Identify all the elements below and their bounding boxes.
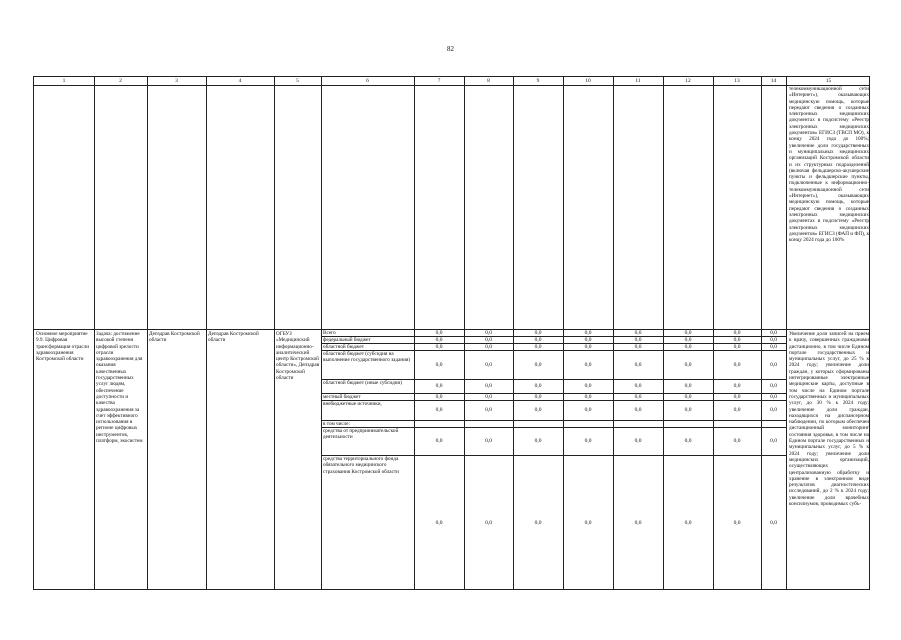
funding-value: 0,0 [684,329,692,336]
funding-value: 0,0 [485,361,492,368]
col-header-14: 14 [770,78,777,84]
funding-source-label: местный бюджет [323,394,361,400]
funding-value: 0,0 [733,393,741,400]
funding-value: 0,0 [435,520,443,526]
col-header-6: 6 [366,78,369,84]
funding-value: 0,0 [770,329,777,336]
funding-value: 0,0 [584,520,592,526]
funding-value: 0,0 [435,407,443,413]
funding-value: 0,0 [770,383,777,389]
funding-source-label: средства от предпринимательской деятельности [323,428,399,441]
funding-value: 0,0 [584,343,592,350]
funding-value: 0,0 [534,336,542,343]
funding-value: 0,0 [634,329,642,336]
expected-result: Увеличение доли записей на прием к врачу, совершенных гражданами дистанционно, в том числе Едином портале государственных и муниципальных услуг, до 25 % к 2024 году; увеличение доли граждан, у которых сформированы интегрированные электронные медицинские карты, доступные в том числе на Едином портале государственных и муниципальных услуг, до 30 % к 2024 году; увеличение доли граждан, находящихся на диспансерном наблюдении, по которым обеспечен дистанционный мониторинг состояния здоровья, в том числе на Едином портале государственных и муниципальных услуг, до 5 % к 2024 году; увеличение доли медицинских организаций, осуществляющих централизованную обработку и хранение в электронном виде результатов диагностических исследований, до 2 % к 2024 году; увеличение доли врачебных консилиумов, проводимых субъ- [789,331,869,508]
funding-value: 0,0 [435,343,443,350]
funding-value: 0,0 [485,438,492,444]
col-header-1: 1 [62,78,66,84]
funding-value: 0,0 [684,361,692,368]
col-header-2: 2 [119,78,122,84]
funding-source-label: областной бюджет (субсидия на выполнение государственного задания) [323,351,411,364]
funding-value: 0,0 [435,383,443,389]
task-description: Задача: достижение высокой степени цифровой зрелости отрасли здравоохранения для оказания качественных государственных услуг людям, обеспечение доступности и качества здравоохранения за счет эффективного использования в регионе цифровых инструментов, платформ, экосистем [96,331,143,445]
funding-value: 0,0 [634,336,642,343]
budget-table [33,76,870,590]
funding-value: 0,0 [584,407,592,413]
funding-value: 0,0 [733,336,741,343]
funding-source-label: средства территориального фонда обязательного медицинского страхования Костромской области [323,456,399,475]
funding-value: 0,0 [684,438,692,444]
col-header-10: 10 [585,78,591,84]
funding-value: 0,0 [733,361,741,368]
funding-value: 0,0 [684,383,692,389]
funding-value: 0,0 [485,336,492,343]
funding-value: 0,0 [485,393,492,400]
funding-value: 0,0 [684,343,692,350]
funding-value: 0,0 [584,329,592,336]
funding-value: 0,0 [485,383,492,389]
funding-value: 0,0 [684,520,692,526]
funding-value: 0,0 [534,407,542,413]
funding-value: 0,0 [733,407,741,413]
funding-value: 0,0 [634,383,642,389]
col-header-3: 3 [175,78,178,84]
funding-value: 0,0 [584,383,592,389]
funding-value: 0,0 [770,361,777,368]
funding-value: 0,0 [684,393,692,400]
funding-value: 0,0 [534,329,542,336]
col-header-8: 8 [487,78,490,84]
funding-value: 0,0 [733,343,741,350]
funding-value: 0,0 [584,393,592,400]
funding-value: 0,0 [634,438,642,444]
col-header-4: 4 [238,78,242,84]
funding-value: 0,0 [435,361,443,368]
measure-name: Основное мероприятие 9.9. Цифровая трансформация отрасли здравоохранения Костромской области [36,331,90,363]
funding-value: 0,0 [634,343,642,350]
funding-source-label: внебюджетные источники, [323,401,382,407]
funding-source-label: Всего [323,330,336,336]
funding-value: 0,0 [435,329,443,336]
funding-value: 0,0 [485,520,492,526]
responsible-executor: Депздрав Костромской области [149,331,200,344]
funding-value: 0,0 [770,393,777,400]
col-header-15: 15 [825,78,832,84]
funding-value: 0,0 [584,361,592,368]
funding-source-label: областной бюджет [323,344,364,350]
funding-source-label: в том числе: [323,421,351,427]
col15-continued-text: телекоммуникационной сети «Интернет»), оказывающих медицинскую помощь, которые передают сведения о созданных электронных медицинских документах в подсистему «Реестр электронных медицинских документов» ЕГИСЗ (ТВСП МО), к концу 2024 года до 100%; увеличение доли государственных и муниципальных медицинских организаций Костромской области и их структурных подразделений (включая фельдшерско-акушерские пункты и фельдшерские пункты, подключенные к информационно-телекоммуникационной сети «Интернет»), оказывающих медицинскую помощь, которые передают сведения о созданных электронных медицинских документах в подсистему «Реестр электронных медицинских документов» ЕГИСЗ (ФАП и ФП), к концу 2024 года до 100% [789,86,869,244]
funding-value: 0,0 [534,393,542,400]
page-number: 82 [447,45,454,53]
funding-value: 0,0 [485,407,492,413]
funding-value: 0,0 [534,361,542,368]
funding-value: 0,0 [584,438,592,444]
funding-value: 0,0 [684,407,692,413]
funding-value: 0,0 [770,407,777,413]
funding-value: 0,0 [684,336,692,343]
funding-value: 0,0 [534,343,542,350]
funding-value: 0,0 [634,361,642,368]
funding-value: 0,0 [634,407,642,413]
funding-value: 0,0 [733,438,741,444]
col-header-5: 5 [296,78,299,84]
participant: ОГБУЗ «Медицинский информационно-аналитический центр Костромской области», Депздрав Костромской области [276,331,320,382]
funding-value: 0,0 [634,393,642,400]
funding-source-label: федеральный бюджет [323,337,371,343]
funding-value: 0,0 [534,520,542,526]
co-executor: Депздрав Костромской области [208,331,259,344]
col-header-12: 12 [685,78,691,84]
funding-value: 0,0 [534,383,542,389]
funding-value: 0,0 [634,520,642,526]
funding-value: 0,0 [485,329,492,336]
funding-value: 0,0 [435,336,443,343]
col-header-9: 9 [536,78,540,84]
col-header-7: 7 [437,78,441,84]
funding-value: 0,0 [534,438,542,444]
funding-value: 0,0 [733,520,741,526]
funding-value: 0,0 [770,438,777,444]
funding-value: 0,0 [485,343,492,350]
funding-source-label: областной бюджет (иные субсидии) [323,380,403,386]
col-header-11: 11 [635,78,641,84]
funding-value: 0,0 [435,438,443,444]
funding-value: 0,0 [733,329,741,336]
funding-value: 0,0 [770,343,777,350]
funding-value: 0,0 [770,520,777,526]
funding-value: 0,0 [770,336,777,343]
funding-value: 0,0 [584,336,592,343]
funding-value: 0,0 [435,393,443,400]
col-header-13: 13 [734,78,740,84]
funding-value: 0,0 [733,383,741,389]
